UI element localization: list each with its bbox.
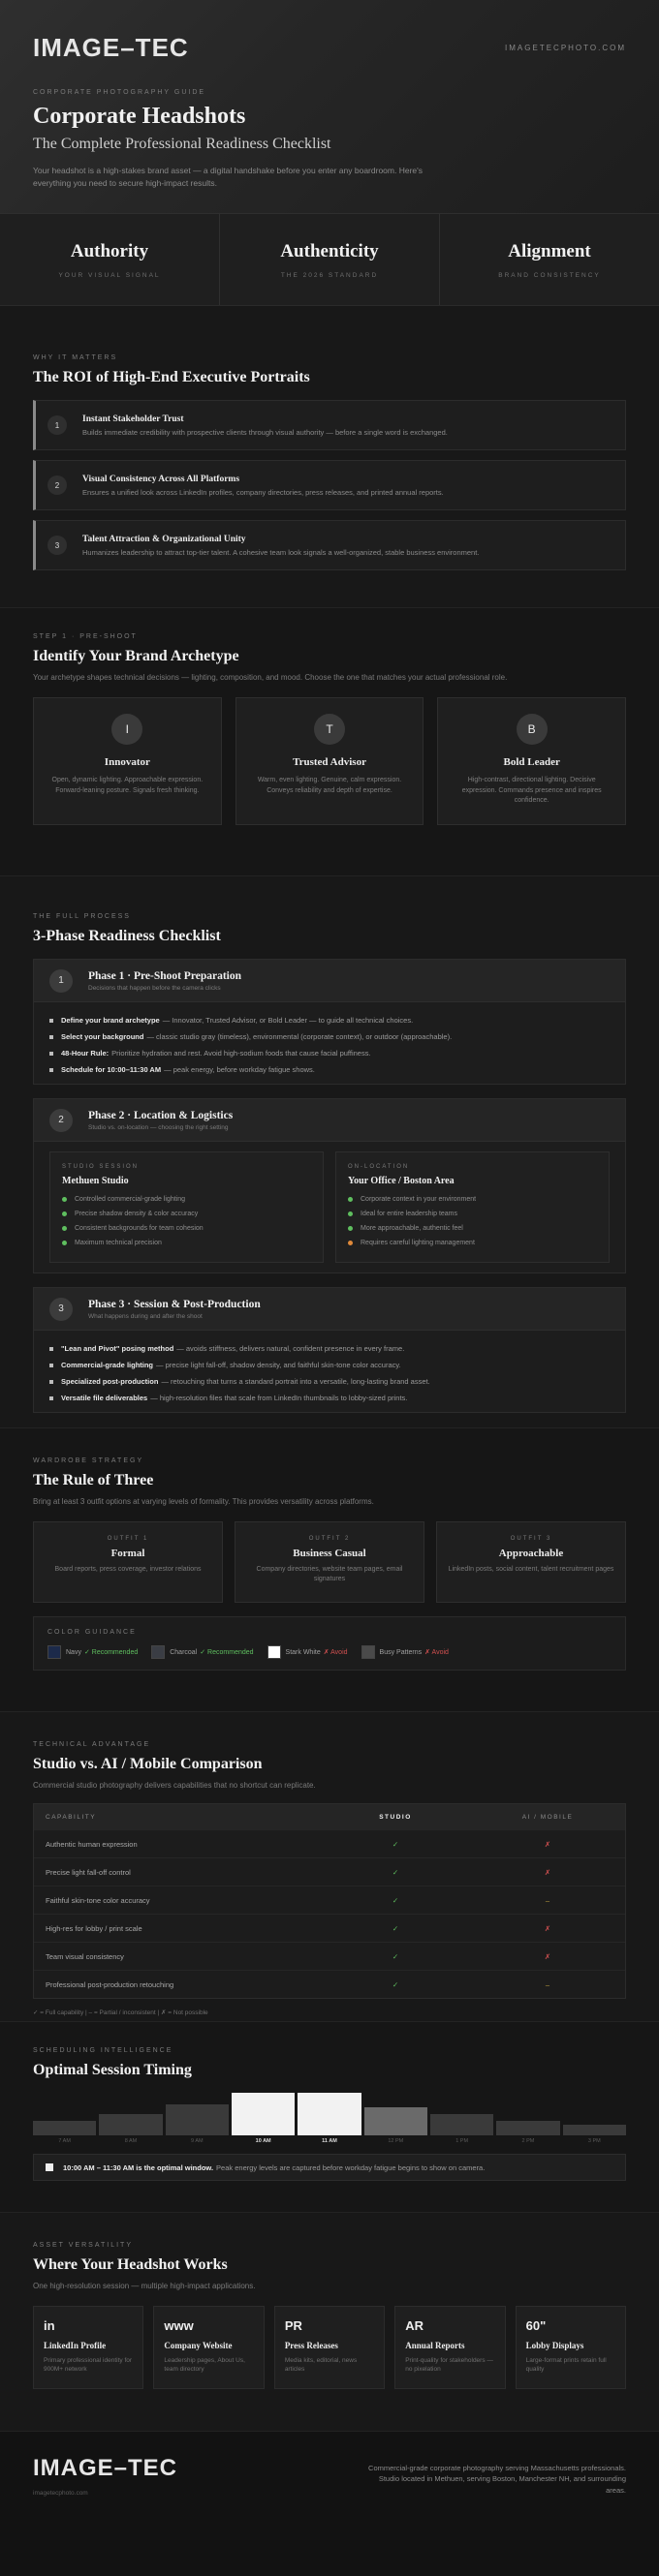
use-card-linkedin bbox=[33, 2306, 143, 2389]
swatch-name: Navy bbox=[66, 1648, 81, 1656]
time-label: 2 PM bbox=[521, 2138, 535, 2144]
archetype-cards bbox=[33, 697, 626, 825]
phase-title: Phase 2 · Location & Logistics bbox=[88, 1109, 234, 1121]
use-name: Company Website bbox=[164, 2341, 233, 2350]
pillar-alignment bbox=[440, 214, 659, 305]
capability-cell: Team visual consistency bbox=[46, 1951, 124, 1961]
capability-cell: Authentic human expression bbox=[46, 1839, 138, 1849]
swatch-row bbox=[47, 1645, 612, 1659]
checklist-item-bold: "Lean and Pivot" posing method bbox=[61, 1344, 174, 1353]
archetype-section bbox=[0, 608, 659, 876]
website-icon: www bbox=[164, 2318, 194, 2333]
section-eyebrow: WARDROBE STRATEGY bbox=[33, 1457, 144, 1464]
uses-section bbox=[0, 2213, 659, 2432]
number-badge: 1 bbox=[49, 969, 73, 993]
bar-slot bbox=[430, 2093, 493, 2135]
bullet-icon bbox=[49, 1035, 53, 1039]
checklist-item bbox=[49, 1357, 610, 1373]
page-title: Corporate Headshots bbox=[33, 104, 246, 129]
press-icon: PR bbox=[284, 2318, 302, 2333]
report-icon: AR bbox=[405, 2318, 424, 2333]
checklist-item-text: Prioritize hydration and rest. Avoid high-sodium foods that cause facial puffiness. bbox=[111, 1049, 371, 1058]
number-badge: 3 bbox=[47, 536, 67, 555]
swatch-note: ✗ Avoid bbox=[323, 1649, 348, 1656]
roi-section bbox=[0, 306, 659, 608]
archetype-name: Innovator bbox=[104, 756, 150, 768]
time-label: 8 AM bbox=[124, 2138, 138, 2144]
column-header: AI / MOBILE bbox=[521, 1813, 574, 1821]
list-item bbox=[62, 1236, 311, 1250]
number-badge: 3 bbox=[49, 1298, 73, 1321]
outfit-eyebrow: OUTFIT 1 bbox=[107, 1536, 149, 1542]
table-legend: ✓ = Full capability | – = Partial / inconsistent | ✗ = Not possible bbox=[33, 2009, 208, 2016]
checklist-item-text: — high-resolution files that scale from LinkedIn thumbnails to lobby-sized prints. bbox=[150, 1394, 408, 1402]
section-desc: One high-resolution session — multiple high-impact applications. bbox=[33, 2282, 256, 2290]
capability-cell: Faithful skin-tone color accuracy bbox=[46, 1895, 150, 1905]
checklist-item bbox=[49, 1061, 610, 1078]
section-title: Studio vs. AI / Mobile Comparison bbox=[33, 1756, 263, 1772]
use-card-press bbox=[274, 2306, 385, 2389]
use-card-annual-reports bbox=[394, 2306, 505, 2389]
section-eyebrow: ASSET VERSATILITY bbox=[33, 2242, 133, 2249]
time-label: 9 AM bbox=[191, 2138, 204, 2144]
energy-bar-chart bbox=[33, 2093, 626, 2135]
checklist-item-bold: Commercial-grade lighting bbox=[61, 1361, 154, 1369]
outfit-name: Approachable bbox=[498, 1548, 564, 1559]
section-eyebrow: STEP 1 · PRE-SHOOT bbox=[33, 633, 138, 640]
comparison-table bbox=[33, 1803, 626, 1999]
phase-body bbox=[34, 1002, 625, 1084]
capability-cell: High-res for lobby / print scale bbox=[46, 1923, 142, 1933]
outfit-cards bbox=[33, 1521, 626, 1603]
list-item bbox=[348, 1236, 597, 1250]
checklist-item-bold: Schedule for 10:00–11:30 AM bbox=[61, 1065, 162, 1074]
phase-header bbox=[34, 960, 625, 1002]
phase-sub: Studio vs. on-location — choosing the right setting bbox=[88, 1123, 229, 1131]
table-row bbox=[34, 1829, 625, 1857]
use-name: Annual Reports bbox=[405, 2341, 465, 2350]
logo-text: IMAGE–TEC bbox=[33, 2455, 178, 2481]
checklist-item-bold: Versatile file deliverables bbox=[61, 1394, 148, 1402]
callout-text: Peak energy levels are captured before workday fatigue begins to show on camera. bbox=[216, 2162, 486, 2172]
phase-card-1 bbox=[33, 959, 626, 1085]
checklist-item-text: — peak energy, before workday fatigue shows. bbox=[164, 1065, 315, 1074]
capability-cell: Professional post-production retouching bbox=[46, 1979, 174, 1989]
hero-intro: Your headshot is a high-stakes brand asset — a digital handshake before you enter any boardroom. Here's everything you need to secure high-impact results. bbox=[33, 166, 423, 188]
phase-title: Phase 1 · Pre-Shoot Preparation bbox=[88, 969, 242, 982]
pillar-sub: THE 2026 STANDARD bbox=[280, 271, 379, 279]
section-title: Where Your Headshot Works bbox=[33, 2256, 228, 2273]
bar-slot bbox=[496, 2093, 559, 2135]
use-card-website bbox=[153, 2306, 264, 2389]
energy-bar bbox=[496, 2121, 559, 2135]
phase-title: Phase 3 · Session & Post-Production bbox=[88, 1298, 261, 1310]
bullet-icon bbox=[49, 1019, 53, 1023]
bullet-icon bbox=[49, 1364, 53, 1367]
location-grid bbox=[34, 1142, 625, 1273]
studio-check-icon: ✓ bbox=[392, 1839, 399, 1849]
pillar-authority bbox=[0, 214, 220, 305]
list-item-text: Consistent backgrounds for team cohesion bbox=[75, 1225, 204, 1232]
checklist-item-text: — avoids stiffness, delivers natural, confident presence in every frame. bbox=[176, 1344, 405, 1353]
outfit-card-business-casual bbox=[235, 1521, 424, 1603]
pillar-title: Authority bbox=[70, 240, 149, 261]
color-swatch bbox=[47, 1645, 138, 1659]
energy-bar bbox=[33, 2121, 96, 2135]
bar-slot bbox=[298, 2093, 361, 2135]
ai-cross-icon: ✗ bbox=[544, 1923, 551, 1933]
list-item-text: Requires careful lighting management bbox=[361, 1240, 475, 1246]
use-desc: Leadership pages, About Us, team directory bbox=[164, 2357, 245, 2374]
energy-bar bbox=[232, 2093, 295, 2135]
list-item-text: Controlled commercial-grade lighting bbox=[75, 1196, 185, 1203]
pillar-title: Alignment bbox=[508, 240, 591, 261]
bullet-icon bbox=[49, 1347, 53, 1351]
comparison-section bbox=[0, 1712, 659, 2022]
color-swatch bbox=[267, 1645, 348, 1659]
bar-slot bbox=[364, 2093, 427, 2135]
archetype-card-bold-leader[interactable] bbox=[437, 697, 626, 825]
checklist-item bbox=[49, 1028, 610, 1045]
studio-check-icon: ✓ bbox=[392, 1923, 399, 1933]
footer-logo[interactable] bbox=[33, 2455, 177, 2482]
display-icon: 60" bbox=[525, 2318, 547, 2333]
green-dot-icon bbox=[348, 1211, 353, 1216]
phase-header bbox=[34, 1099, 625, 1142]
linkedin-icon: in bbox=[44, 2318, 55, 2333]
section-desc: Your archetype shapes technical decisions — lighting, composition, and mood. Choose the one that matches your actual professional role. bbox=[33, 673, 508, 682]
highlight-square-icon bbox=[46, 2163, 53, 2171]
studio-check-icon: ✓ bbox=[392, 1895, 399, 1905]
section-title: Optimal Session Timing bbox=[33, 2062, 192, 2078]
archetype-letter-badge: T bbox=[314, 714, 345, 745]
timing-section bbox=[0, 2022, 659, 2213]
number-badge: 2 bbox=[49, 1109, 73, 1132]
outfit-desc: Board reports, press coverage, investor relations bbox=[54, 1566, 202, 1573]
outfit-card-formal bbox=[33, 1521, 223, 1603]
swatch-note: ✓ Recommended bbox=[200, 1649, 254, 1656]
archetype-card-trusted-advisor[interactable] bbox=[235, 697, 424, 825]
hero-section bbox=[0, 0, 659, 213]
table-row bbox=[34, 1914, 625, 1942]
table-row bbox=[34, 1942, 625, 1970]
roi-item-desc: Humanizes leadership to attract top-tier talent. A cohesive team look signals a well-organized, stable business environment. bbox=[82, 547, 480, 557]
list-item bbox=[62, 1207, 311, 1221]
bar-slot bbox=[33, 2093, 96, 2135]
swatch-note: ✓ Recommended bbox=[83, 1649, 139, 1656]
use-cards bbox=[33, 2306, 626, 2389]
ai-partial-icon: – bbox=[545, 1979, 550, 1989]
archetype-name: Trusted Advisor bbox=[293, 756, 366, 768]
section-title: Identify Your Brand Archetype bbox=[33, 648, 239, 664]
use-name: Lobby Displays bbox=[525, 2341, 584, 2350]
roi-item-title: Talent Attraction & Organizational Unity bbox=[82, 534, 246, 544]
roi-item-title: Visual Consistency Across All Platforms bbox=[82, 474, 240, 484]
optimal-window-callout bbox=[33, 2154, 626, 2181]
checklist-item-bold: Specialized post-production bbox=[61, 1377, 159, 1386]
color-swatch bbox=[361, 1645, 449, 1659]
card-title: Methuen Studio bbox=[62, 1176, 129, 1186]
pillars-band bbox=[0, 213, 659, 306]
bar-slot bbox=[166, 2093, 229, 2135]
archetype-name: Bold Leader bbox=[503, 756, 560, 768]
ai-partial-icon: – bbox=[545, 1895, 550, 1905]
outfit-desc: Company directories, website team pages, email signatures bbox=[256, 1566, 403, 1582]
studio-check-icon: ✓ bbox=[392, 1979, 399, 1989]
checklist-item bbox=[49, 1045, 610, 1061]
phases-section bbox=[0, 876, 659, 1428]
bar-slot bbox=[232, 2093, 295, 2135]
roi-list bbox=[33, 400, 626, 570]
list-item-text: Maximum technical precision bbox=[75, 1240, 162, 1246]
phase-card-3 bbox=[33, 1287, 626, 1413]
roi-item-desc: Ensures a unified look across LinkedIn profiles, company directories, press releases, and printed annual reports. bbox=[82, 487, 444, 497]
swatch-name: Stark White bbox=[285, 1648, 321, 1656]
use-desc: Primary professional identity for 900M+ network bbox=[44, 2357, 133, 2374]
energy-bar bbox=[166, 2104, 229, 2135]
checklist-item bbox=[49, 1340, 610, 1357]
callout-bold: 10:00 AM – 11:30 AM is the optimal window. bbox=[63, 2162, 214, 2172]
footer-text: Commercial-grade corporate photography serving Massachusetts professionals. Studio located in Methuen, serving Boston, Manchester NH, and surrounding areas. bbox=[368, 2464, 626, 2495]
outfit-name: Formal bbox=[110, 1548, 145, 1559]
energy-bar bbox=[563, 2125, 626, 2135]
section-title: The ROI of High-End Executive Portraits bbox=[33, 369, 310, 385]
section-title: 3-Phase Readiness Checklist bbox=[33, 928, 221, 944]
use-desc: Print-quality for stakeholders — no pixelation bbox=[405, 2357, 493, 2374]
archetype-letter-badge: B bbox=[517, 714, 548, 745]
time-labels bbox=[33, 2138, 626, 2144]
list-item-text: Ideal for entire leadership teams bbox=[361, 1211, 457, 1217]
swatch-note: ✗ Avoid bbox=[424, 1649, 449, 1656]
top-bar bbox=[33, 33, 626, 62]
bullet-icon bbox=[49, 1052, 53, 1056]
outfit-name: Business Casual bbox=[293, 1548, 366, 1559]
section-eyebrow: TECHNICAL ADVANTAGE bbox=[33, 1741, 151, 1748]
green-dot-icon bbox=[62, 1241, 67, 1245]
archetype-desc: Open, dynamic lighting. Approachable expression. Forward-leaning posture. Signals fresh thinking. bbox=[51, 777, 204, 794]
archetype-letter-badge: I bbox=[111, 714, 142, 745]
list-item bbox=[348, 1207, 597, 1221]
swatch-box bbox=[361, 1645, 375, 1659]
phase-sub: Decisions that happen before the camera clicks bbox=[88, 984, 221, 992]
orange-dot-icon bbox=[348, 1241, 353, 1245]
logo[interactable] bbox=[33, 33, 189, 63]
time-label: 7 AM bbox=[58, 2138, 71, 2144]
green-dot-icon bbox=[62, 1211, 67, 1216]
color-swatch bbox=[151, 1645, 253, 1659]
swatch-box bbox=[47, 1645, 61, 1659]
roi-item bbox=[33, 520, 626, 570]
card-eyebrow: ON-LOCATION bbox=[348, 1164, 410, 1170]
energy-bar bbox=[430, 2114, 493, 2135]
outfit-desc: LinkedIn posts, social content, talent recruitment pages bbox=[448, 1566, 614, 1573]
swatch-name: Charcoal bbox=[170, 1648, 198, 1656]
pillar-sub: YOUR VISUAL SIGNAL bbox=[58, 271, 161, 279]
bullet-icon bbox=[49, 1068, 53, 1072]
section-title: The Rule of Three bbox=[33, 1472, 154, 1488]
outfit-eyebrow: OUTFIT 2 bbox=[308, 1536, 351, 1542]
green-dot-icon bbox=[348, 1226, 353, 1231]
website-link[interactable]: IMAGETECPHOTO.COM bbox=[505, 43, 626, 52]
footer-brand bbox=[33, 2455, 177, 2576]
column-header: CAPABILITY bbox=[46, 1813, 97, 1821]
color-guidance-label: COLOR GUIDANCE bbox=[47, 1629, 137, 1636]
checklist-item bbox=[49, 1390, 610, 1406]
checklist-item-text: — classic studio gray (timeless), environmental (corporate context), or outdoor (approachable). bbox=[146, 1032, 453, 1041]
on-location-card bbox=[335, 1151, 610, 1263]
green-dot-icon bbox=[62, 1226, 67, 1231]
column-header: STUDIO bbox=[379, 1813, 412, 1821]
time-label: 11 AM bbox=[322, 2138, 337, 2144]
logo-text: IMAGE–TEC bbox=[33, 32, 189, 62]
card-title: Your Office / Boston Area bbox=[348, 1176, 455, 1186]
footer-website[interactable]: imagetecphoto.com bbox=[33, 2490, 88, 2497]
checklist-item-bold: Select your background bbox=[61, 1032, 144, 1041]
hero-eyebrow: CORPORATE PHOTOGRAPHY GUIDE bbox=[33, 89, 206, 96]
page-subtitle: The Complete Professional Readiness Checklist bbox=[33, 136, 331, 152]
roi-item bbox=[33, 460, 626, 510]
ai-cross-icon: ✗ bbox=[544, 1867, 551, 1877]
archetype-card-innovator[interactable] bbox=[33, 697, 222, 825]
energy-bar bbox=[298, 2093, 361, 2135]
studio-check-icon: ✓ bbox=[392, 1951, 399, 1961]
ai-cross-icon: ✗ bbox=[544, 1951, 551, 1961]
phase-sub: What happens during and after the shoot bbox=[88, 1312, 203, 1320]
pillar-sub: BRAND CONSISTENCY bbox=[498, 271, 601, 279]
swatch-box bbox=[267, 1645, 281, 1659]
time-label: 10 AM bbox=[255, 2138, 271, 2144]
bar-slot bbox=[99, 2093, 162, 2135]
use-desc: Media kits, editorial, news articles bbox=[284, 2357, 358, 2374]
pillar-authenticity bbox=[220, 214, 440, 305]
section-eyebrow: SCHEDULING INTELLIGENCE bbox=[33, 2047, 173, 2054]
energy-bar bbox=[364, 2107, 427, 2135]
capability-cell: Precise light fall-off control bbox=[46, 1867, 131, 1877]
swatch-name: Busy Patterns bbox=[379, 1648, 423, 1656]
section-desc: Bring at least 3 outfit options at varying levels of formality. This provides versatility across platforms. bbox=[33, 1497, 374, 1506]
roi-item-desc: Builds immediate credibility with prospective clients through visual authority — before a single word is exchanged. bbox=[82, 427, 448, 437]
table-row bbox=[34, 1970, 625, 1998]
phase-header bbox=[34, 1288, 625, 1331]
phase-body bbox=[34, 1331, 625, 1412]
bar-slot bbox=[563, 2093, 626, 2135]
table-row bbox=[34, 1857, 625, 1886]
list-item bbox=[348, 1192, 597, 1207]
list-item-text: More approachable, authentic feel bbox=[361, 1225, 463, 1232]
list-item bbox=[62, 1192, 311, 1207]
green-dot-icon bbox=[348, 1197, 353, 1202]
section-eyebrow: THE FULL PROCESS bbox=[33, 913, 131, 920]
archetype-desc: High-contrast, directional lighting. Decisive expression. Commands presence and inspires confidence. bbox=[461, 777, 602, 804]
bullet-icon bbox=[49, 1396, 53, 1400]
section-eyebrow: WHY IT MATTERS bbox=[33, 354, 118, 361]
color-guidance bbox=[33, 1616, 626, 1671]
use-name: Press Releases bbox=[284, 2341, 338, 2350]
pillar-title: Authenticity bbox=[280, 240, 379, 261]
list-item bbox=[348, 1221, 597, 1236]
bullet-icon bbox=[49, 1380, 53, 1384]
use-desc: Large-format prints retain full quality bbox=[525, 2357, 607, 2374]
archetype-desc: Warm, even lighting. Genuine, calm expression. Conveys reliability and depth of expertise. bbox=[257, 777, 402, 794]
time-label: 3 PM bbox=[587, 2138, 601, 2144]
wardrobe-section bbox=[0, 1428, 659, 1712]
checklist-item bbox=[49, 1373, 610, 1390]
outfit-card-approachable bbox=[436, 1521, 626, 1603]
list-item bbox=[62, 1221, 311, 1236]
energy-bar bbox=[99, 2114, 162, 2135]
card-eyebrow: STUDIO SESSION bbox=[62, 1164, 140, 1170]
table-row bbox=[34, 1886, 625, 1914]
checklist-item-bold: Define your brand archetype bbox=[61, 1016, 160, 1025]
checklist-item bbox=[49, 1012, 610, 1028]
section-desc: Commercial studio photography delivers capabilities that no shortcut can replicate. bbox=[33, 1781, 316, 1790]
time-label: 12 PM bbox=[388, 2138, 404, 2144]
roi-item bbox=[33, 400, 626, 450]
checklist-item-text: — retouching that turns a standard portrait into a versatile, long-lasting brand asset. bbox=[161, 1377, 430, 1386]
swatch-box bbox=[151, 1645, 165, 1659]
checklist-item-text: — precise light fall-off, shadow density, and faithful skin-tone color accuracy. bbox=[156, 1361, 401, 1369]
ai-cross-icon: ✗ bbox=[544, 1839, 551, 1849]
footer bbox=[0, 2432, 659, 2576]
green-dot-icon bbox=[62, 1197, 67, 1202]
time-label: 1 PM bbox=[455, 2138, 469, 2144]
roi-item-title: Instant Stakeholder Trust bbox=[82, 414, 184, 424]
outfit-eyebrow: OUTFIT 3 bbox=[510, 1536, 552, 1542]
number-badge: 2 bbox=[47, 475, 67, 495]
list-item-text: Corporate context in your environment bbox=[361, 1196, 477, 1203]
use-card-lobby bbox=[516, 2306, 626, 2389]
use-name: LinkedIn Profile bbox=[44, 2341, 107, 2350]
studio-check-icon: ✓ bbox=[392, 1867, 399, 1877]
list-item-text: Precise shadow density & color accuracy bbox=[75, 1211, 199, 1217]
number-badge: 1 bbox=[47, 415, 67, 435]
phase-card-2 bbox=[33, 1098, 626, 1273]
checklist-item-bold: 48-Hour Rule: bbox=[61, 1049, 110, 1058]
checklist-item-text: — Innovator, Trusted Advisor, or Bold Leader — to guide all technical choices. bbox=[162, 1016, 414, 1025]
table-header-row bbox=[34, 1804, 625, 1829]
studio-session-card bbox=[49, 1151, 324, 1263]
